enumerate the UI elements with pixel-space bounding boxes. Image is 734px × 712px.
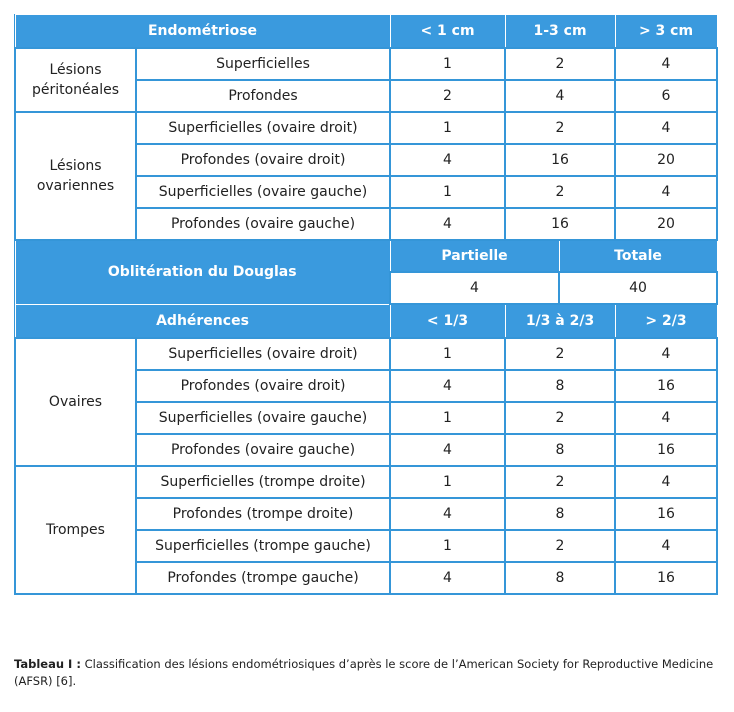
row-label: Superficielles (ovaire gauche)	[136, 176, 390, 208]
col-header-partielle: Partielle	[390, 240, 559, 272]
table-row	[15, 48, 717, 80]
cell-value: 2	[505, 466, 615, 498]
cell-value: 4	[390, 562, 505, 594]
row-label: Superficielles (trompe droite)	[136, 466, 390, 498]
cell-value: 2	[505, 530, 615, 562]
caption-label: Tableau I :	[14, 657, 81, 671]
cell-value: 2	[505, 338, 615, 370]
cell-value: 20	[615, 208, 717, 240]
cell-value: 16	[615, 562, 717, 594]
cell-value: 4	[615, 466, 717, 498]
col-header-lt1cm: < 1 cm	[390, 15, 505, 49]
group-label-peritoneales	[15, 48, 136, 112]
cell-value: 16	[615, 370, 717, 402]
cell-value: 4	[390, 144, 505, 176]
row-label: Superficielles (ovaire gauche)	[136, 402, 390, 434]
group-label-ovariennes	[15, 112, 136, 240]
cell-value: 4	[505, 80, 615, 112]
table-caption	[14, 656, 720, 690]
cell-value: 1	[390, 466, 505, 498]
endometriose-header-row	[15, 15, 717, 49]
cell-value: 16	[615, 434, 717, 466]
douglas-title: Oblitération du Douglas	[15, 240, 390, 304]
cell-value: 2	[390, 80, 505, 112]
cell-value: 20	[615, 144, 717, 176]
cell-value: 4	[615, 530, 717, 562]
group-label-trompes: Trompes	[15, 466, 136, 594]
cell-value: 1	[390, 48, 505, 80]
group-label-line: Lésions	[49, 62, 102, 78]
afs-classification-table	[14, 14, 718, 595]
adherences-title: Adhérences	[15, 304, 390, 338]
cell-value: 8	[505, 434, 615, 466]
row-label: Profondes (ovaire gauche)	[136, 434, 390, 466]
cell-value: 4	[390, 370, 505, 402]
endometriose-title: Endométriose	[15, 15, 390, 49]
caption-text: Classification des lésions endométriosiques d’après le score de l’American Society for Reproductive Medicine (AFSR) [6].	[14, 657, 714, 688]
cell-value: 4	[390, 208, 505, 240]
afs-table-wrapper	[14, 14, 716, 595]
table-row	[15, 466, 717, 498]
cell-value: 4	[390, 498, 505, 530]
cell-value: 16	[615, 498, 717, 530]
col-header-1-3cm: 1-3 cm	[505, 15, 615, 49]
douglas-header-row	[15, 240, 717, 272]
cell-value: 40	[559, 272, 717, 304]
cell-value: 8	[505, 562, 615, 594]
cell-value: 16	[505, 144, 615, 176]
cell-value: 2	[505, 48, 615, 80]
col-header-gt3cm: > 3 cm	[615, 15, 717, 49]
table-row	[15, 338, 717, 370]
cell-value: 4	[615, 176, 717, 208]
cell-value: 16	[505, 208, 615, 240]
row-label: Profondes (ovaire gauche)	[136, 208, 390, 240]
row-label: Profondes (ovaire droit)	[136, 370, 390, 402]
group-label-line: Lésions	[49, 158, 102, 174]
group-label-ovaires: Ovaires	[15, 338, 136, 466]
cell-value: 1	[390, 112, 505, 144]
cell-value: 8	[505, 498, 615, 530]
cell-value: 1	[390, 530, 505, 562]
row-label: Profondes (trompe droite)	[136, 498, 390, 530]
cell-value: 4	[615, 112, 717, 144]
group-label-line: ovariennes	[36, 178, 115, 194]
cell-value: 4	[390, 272, 559, 304]
row-label: Superficielles (ovaire droit)	[136, 338, 390, 370]
cell-value: 4	[615, 48, 717, 80]
row-label: Profondes	[136, 80, 390, 112]
cell-value: 4	[615, 402, 717, 434]
cell-value: 8	[505, 370, 615, 402]
cell-value: 2	[505, 176, 615, 208]
cell-value: 1	[390, 402, 505, 434]
cell-value: 1	[390, 338, 505, 370]
cell-value: 6	[615, 80, 717, 112]
table-row	[15, 112, 717, 144]
row-label: Profondes (ovaire droit)	[136, 144, 390, 176]
col-header-gt2-3: > 2/3	[615, 304, 717, 338]
cell-value: 4	[390, 434, 505, 466]
cell-value: 1	[390, 176, 505, 208]
group-label-line: péritonéales	[31, 82, 120, 98]
row-label: Superficielles (trompe gauche)	[136, 530, 390, 562]
adherences-header-row	[15, 304, 717, 338]
row-label: Profondes (trompe gauche)	[136, 562, 390, 594]
row-label: Superficielles	[136, 48, 390, 80]
cell-value: 4	[615, 338, 717, 370]
col-header-totale: Totale	[559, 240, 717, 272]
cell-value: 2	[505, 112, 615, 144]
col-header-lt1-3: < 1/3	[390, 304, 505, 338]
row-label: Superficielles (ovaire droit)	[136, 112, 390, 144]
col-header-1-3-to-2-3: 1/3 à 2/3	[505, 304, 615, 338]
cell-value: 2	[505, 402, 615, 434]
